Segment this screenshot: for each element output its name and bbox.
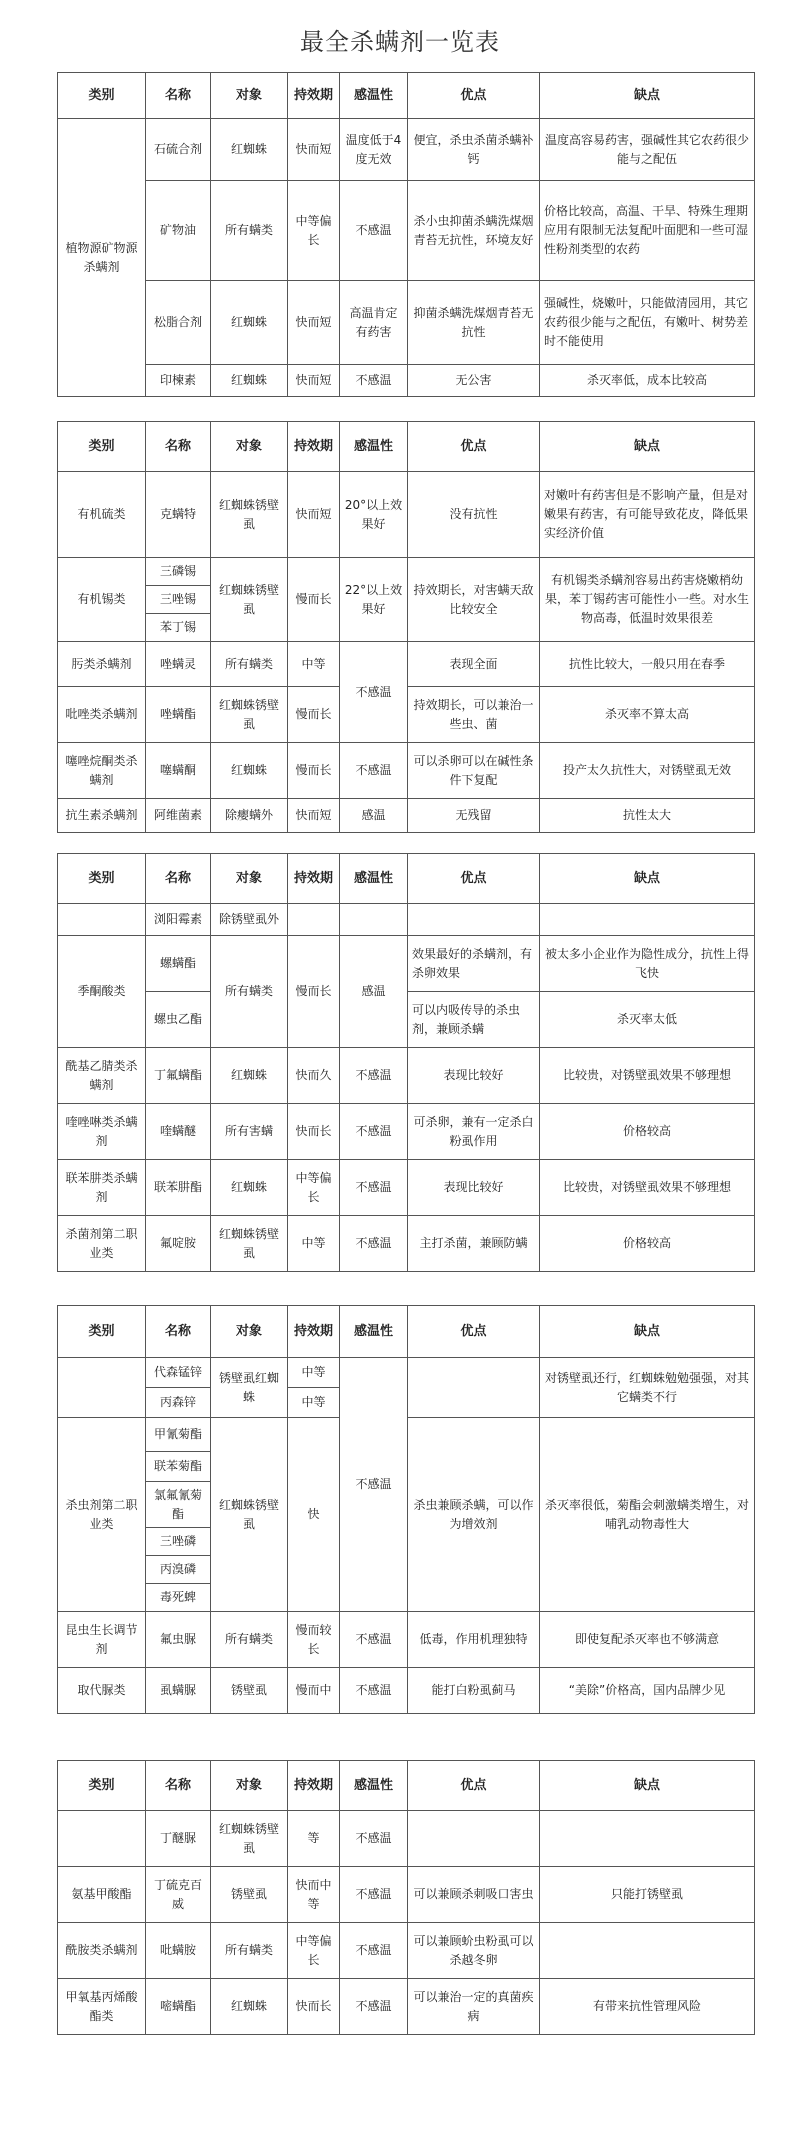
temperature-cell: 不感温 <box>340 365 408 397</box>
acaricide-table-2 <box>57 421 755 833</box>
table-header-row <box>58 422 755 472</box>
name-cell: 三唑锡 <box>146 586 211 614</box>
header-pros: 优点 <box>408 422 540 472</box>
target-cell: 红蜘蛛 <box>211 1160 288 1216</box>
acaricide-table-1 <box>57 72 755 397</box>
name-cell: 松脂合剂 <box>146 281 211 365</box>
name-cell: 联苯肼酯 <box>146 1160 211 1216</box>
cons-cell: 被太多小企业作为隐性成分，抗性上得飞快 <box>540 936 755 992</box>
pros-cell: 可以兼顾杀刺吸口害虫 <box>408 1867 540 1923</box>
target-cell: 红蜘蛛锈壁虱 <box>211 1216 288 1272</box>
duration-cell: 中等 <box>288 642 340 687</box>
category-cell: 植物源矿物源杀螨剂 <box>58 119 146 397</box>
target-cell: 所有害螨 <box>211 1104 288 1160</box>
cons-cell: 比较贵，对锈壁虱效果不够理想 <box>540 1048 755 1104</box>
table-row <box>58 365 755 397</box>
table-row <box>58 1160 755 1216</box>
table-row <box>58 558 755 586</box>
category-cell: 酰胺类杀螨剂 <box>58 1923 146 1979</box>
name-cell: 丁氟螨酯 <box>146 1048 211 1104</box>
header-category: 类别 <box>58 1306 146 1358</box>
name-cell: 丙溴磷 <box>146 1556 211 1584</box>
name-cell: 甲氰菊酯 <box>146 1418 211 1452</box>
temperature-cell: 感温 <box>340 799 408 833</box>
header-name: 名称 <box>146 1306 211 1358</box>
duration-cell: 中等 <box>288 1388 340 1418</box>
duration-cell: 中等 <box>288 1358 340 1388</box>
temperature-cell: 不感温 <box>340 1867 408 1923</box>
cons-cell: 对嫩叶有药害但是不影响产量，但是对嫩果有药害，有可能导致花皮，降低果实经济价值 <box>540 472 755 558</box>
cons-cell: 抗性太大 <box>540 799 755 833</box>
target-cell: 所有螨类 <box>211 642 288 687</box>
header-cons: 缺点 <box>540 73 755 119</box>
cons-cell <box>540 904 755 936</box>
target-cell: 红蜘蛛 <box>211 743 288 799</box>
header-pros: 优点 <box>408 73 540 119</box>
duration-cell: 慢而长 <box>288 743 340 799</box>
name-cell: 唑螨灵 <box>146 642 211 687</box>
name-cell: 三唑磷 <box>146 1528 211 1556</box>
category-cell: 肟类杀螨剂 <box>58 642 146 687</box>
table-row <box>58 1923 755 1979</box>
target-cell: 锈壁虱红蜘蛛 <box>211 1358 288 1418</box>
pros-cell <box>408 1358 540 1418</box>
cons-cell: 杀灭率太低 <box>540 992 755 1048</box>
cons-cell: 杀灭率不算太高 <box>540 687 755 743</box>
target-cell: 红蜘蛛锈壁虱 <box>211 1418 288 1612</box>
header-temperature: 感温性 <box>340 73 408 119</box>
temperature-cell: 不感温 <box>340 1979 408 2035</box>
table-row <box>58 1048 755 1104</box>
header-target: 对象 <box>211 1306 288 1358</box>
duration-cell: 中等偏长 <box>288 1160 340 1216</box>
pros-cell: 表现比较好 <box>408 1048 540 1104</box>
header-target: 对象 <box>211 854 288 904</box>
header-pros: 优点 <box>408 854 540 904</box>
table-header-row <box>58 854 755 904</box>
pros-cell: 杀小虫抑菌杀螨洗煤烟青苔无抗性，环境友好 <box>408 181 540 281</box>
page-title: 最全杀螨剂一览表 <box>300 28 500 56</box>
category-cell: 昆虫生长调节剂 <box>58 1612 146 1668</box>
header-temperature: 感温性 <box>340 1306 408 1358</box>
header-name: 名称 <box>146 73 211 119</box>
target-cell: 所有螨类 <box>211 936 288 1048</box>
cons-cell <box>540 1923 755 1979</box>
name-cell: 印楝素 <box>146 365 211 397</box>
acaricide-table-5 <box>57 1760 755 2035</box>
name-cell: 石硫合剂 <box>146 119 211 181</box>
header-cons: 缺点 <box>540 1306 755 1358</box>
cons-cell: 价格较高 <box>540 1104 755 1160</box>
header-category: 类别 <box>58 73 146 119</box>
pros-cell <box>408 1811 540 1867</box>
duration-cell: 慢而长 <box>288 936 340 1048</box>
target-cell: 锈壁虱 <box>211 1867 288 1923</box>
table-header-row <box>58 1306 755 1358</box>
target-cell: 除锈壁虱外 <box>211 904 288 936</box>
target-cell: 所有螨类 <box>211 1923 288 1979</box>
target-cell: 红蜘蛛 <box>211 1979 288 2035</box>
cons-cell: 强碱性，烧嫩叶，只能做清园用，其它农药很少能与之配伍，有嫩叶、树势差时不能使用 <box>540 281 755 365</box>
header-duration: 持效期 <box>288 1306 340 1358</box>
pros-cell: 无公害 <box>408 365 540 397</box>
header-duration: 持效期 <box>288 422 340 472</box>
table-header-row <box>58 73 755 119</box>
pros-cell: 抑菌杀螨洗煤烟青苔无抗性 <box>408 281 540 365</box>
header-duration: 持效期 <box>288 73 340 119</box>
category-cell: 季酮酸类 <box>58 936 146 1048</box>
duration-cell: 快而长 <box>288 1979 340 2035</box>
name-cell: 吡螨胺 <box>146 1923 211 1979</box>
table-row <box>58 743 755 799</box>
cons-cell: “美除”价格高，国内品牌少见 <box>540 1668 755 1714</box>
duration-cell: 中等 <box>288 1216 340 1272</box>
table-row <box>58 1104 755 1160</box>
duration-cell: 快而长 <box>288 1104 340 1160</box>
cons-cell: 即使复配杀灭率也不够满意 <box>540 1612 755 1668</box>
name-cell: 喹螨醚 <box>146 1104 211 1160</box>
pros-cell: 可以兼顾蚧虫粉虱可以杀越冬卵 <box>408 1923 540 1979</box>
name-cell: 三磷锡 <box>146 558 211 586</box>
target-cell: 红蜘蛛锈壁虱 <box>211 687 288 743</box>
name-cell: 氟啶胺 <box>146 1216 211 1272</box>
pros-cell: 没有抗性 <box>408 472 540 558</box>
pros-cell: 杀虫兼顾杀螨，可以作为增效剂 <box>408 1418 540 1612</box>
duration-cell: 快而短 <box>288 799 340 833</box>
header-pros: 优点 <box>408 1306 540 1358</box>
table-row <box>58 1811 755 1867</box>
temperature-cell: 22°以上效果好 <box>340 558 408 642</box>
table-row <box>58 904 755 936</box>
header-temperature: 感温性 <box>340 854 408 904</box>
target-cell: 除瘿螨外 <box>211 799 288 833</box>
temperature-cell: 不感温 <box>340 1048 408 1104</box>
duration-cell <box>288 904 340 936</box>
target-cell: 红蜘蛛 <box>211 365 288 397</box>
category-cell: 有机硫类 <box>58 472 146 558</box>
cons-cell: 投产太久抗性大，对锈壁虱无效 <box>540 743 755 799</box>
temperature-cell: 20°以上效果好 <box>340 472 408 558</box>
category-cell: 喹唑啉类杀螨剂 <box>58 1104 146 1160</box>
temperature-cell: 不感温 <box>340 1811 408 1867</box>
pros-cell: 效果最好的杀螨剂，有杀卵效果 <box>408 936 540 992</box>
table-row <box>58 642 755 687</box>
pros-cell: 表现全面 <box>408 642 540 687</box>
pros-cell: 持效期长，对害螨天敌比较安全 <box>408 558 540 642</box>
temperature-cell <box>340 904 408 936</box>
duration-cell: 等 <box>288 1811 340 1867</box>
duration-cell: 快而久 <box>288 1048 340 1104</box>
header-cons: 缺点 <box>540 854 755 904</box>
header-cons: 缺点 <box>540 1761 755 1811</box>
header-category: 类别 <box>58 854 146 904</box>
name-cell: 螺螨酯 <box>146 936 211 992</box>
pros-cell: 便宜，杀虫杀菌杀螨补钙 <box>408 119 540 181</box>
table-row <box>58 1612 755 1668</box>
header-duration: 持效期 <box>288 1761 340 1811</box>
header-category: 类别 <box>58 1761 146 1811</box>
target-cell: 红蜘蛛锈壁虱 <box>211 558 288 642</box>
target-cell: 红蜘蛛锈壁虱 <box>211 472 288 558</box>
table-header-row <box>58 1761 755 1811</box>
name-cell: 嘧螨酯 <box>146 1979 211 2035</box>
acaricide-table-3 <box>57 853 755 1272</box>
name-cell: 氟虫脲 <box>146 1612 211 1668</box>
header-cons: 缺点 <box>540 422 755 472</box>
temperature-cell: 温度低于4度无效 <box>340 119 408 181</box>
pros-cell: 可杀卵，兼有一定杀白粉虱作用 <box>408 1104 540 1160</box>
duration-cell: 快而短 <box>288 119 340 181</box>
temperature-cell: 不感温 <box>340 1216 408 1272</box>
cons-cell: 对锈壁虱还行，红蜘蛛勉勉强强，对其它螨类不行 <box>540 1358 755 1418</box>
cons-cell: 温度高容易药害，强碱性其它农药很少能与之配伍 <box>540 119 755 181</box>
category-cell: 酰基乙腈类杀螨剂 <box>58 1048 146 1104</box>
category-cell: 杀菌剂第二职业类 <box>58 1216 146 1272</box>
pros-cell: 无残留 <box>408 799 540 833</box>
category-cell <box>58 1358 146 1418</box>
temperature-cell: 不感温 <box>340 1668 408 1714</box>
duration-cell: 快而短 <box>288 472 340 558</box>
acaricide-table-4 <box>57 1305 755 1714</box>
name-cell: 丁醚脲 <box>146 1811 211 1867</box>
category-cell <box>58 904 146 936</box>
temperature-cell: 感温 <box>340 936 408 1048</box>
name-cell: 联苯菊酯 <box>146 1452 211 1482</box>
target-cell: 红蜘蛛 <box>211 1048 288 1104</box>
table-row <box>58 281 755 365</box>
header-target: 对象 <box>211 422 288 472</box>
temperature-cell: 不感温 <box>340 1160 408 1216</box>
duration-cell: 中等偏长 <box>288 1923 340 1979</box>
header-name: 名称 <box>146 422 211 472</box>
pros-cell: 可以兼治一定的真菌疾病 <box>408 1979 540 2035</box>
duration-cell: 快而短 <box>288 365 340 397</box>
pros-cell: 可以杀卵可以在碱性条件下复配 <box>408 743 540 799</box>
duration-cell: 慢而较长 <box>288 1612 340 1668</box>
name-cell: 克螨特 <box>146 472 211 558</box>
category-cell <box>58 1811 146 1867</box>
cons-cell: 有机锡类杀螨剂容易出药害烧嫩梢幼果，苯丁锡药害可能性小一些。对水生物高毒，低温时效果很差 <box>540 558 755 642</box>
table-row <box>58 119 755 181</box>
temperature-cell: 不感温 <box>340 181 408 281</box>
target-cell: 所有螨类 <box>211 181 288 281</box>
name-cell: 阿维菌素 <box>146 799 211 833</box>
header-name: 名称 <box>146 854 211 904</box>
pros-cell: 持效期长，可以兼治一些虫、菌 <box>408 687 540 743</box>
temperature-cell: 高温肯定有药害 <box>340 281 408 365</box>
table-row <box>58 1979 755 2035</box>
temperature-cell: 不感温 <box>340 1612 408 1668</box>
table-row <box>58 1216 755 1272</box>
table-row <box>58 936 755 992</box>
duration-cell: 快 <box>288 1418 340 1612</box>
cons-cell: 比较贵，对锈壁虱效果不够理想 <box>540 1160 755 1216</box>
name-cell: 噻螨酮 <box>146 743 211 799</box>
pros-cell: 低毒，作用机理独特 <box>408 1612 540 1668</box>
header-target: 对象 <box>211 1761 288 1811</box>
cons-cell: 杀灭率很低，菊酯会刺激螨类增生，对哺乳动物毒性大 <box>540 1418 755 1612</box>
target-cell: 红蜘蛛锈壁虱 <box>211 1811 288 1867</box>
temperature-cell: 不感温 <box>340 1358 408 1612</box>
duration-cell: 慢而中 <box>288 1668 340 1714</box>
category-cell: 氨基甲酸酯 <box>58 1867 146 1923</box>
temperature-cell: 不感温 <box>340 642 408 743</box>
header-category: 类别 <box>58 422 146 472</box>
pros-cell: 主打杀菌，兼顾防螨 <box>408 1216 540 1272</box>
name-cell: 代森锰锌 <box>146 1358 211 1388</box>
table-row <box>58 181 755 281</box>
category-cell: 联苯肼类杀螨剂 <box>58 1160 146 1216</box>
pros-cell: 能打白粉虱蓟马 <box>408 1668 540 1714</box>
category-cell: 甲氧基丙烯酸酯类 <box>58 1979 146 2035</box>
cons-cell: 价格较高 <box>540 1216 755 1272</box>
header-target: 对象 <box>211 73 288 119</box>
duration-cell: 慢而长 <box>288 687 340 743</box>
target-cell: 红蜘蛛 <box>211 119 288 181</box>
header-name: 名称 <box>146 1761 211 1811</box>
category-cell: 抗生素杀螨剂 <box>58 799 146 833</box>
header-pros: 优点 <box>408 1761 540 1811</box>
table-row <box>58 1358 755 1388</box>
header-duration: 持效期 <box>288 854 340 904</box>
target-cell: 所有螨类 <box>211 1612 288 1668</box>
cons-cell: 杀灭率低，成本比较高 <box>540 365 755 397</box>
table-row <box>58 472 755 558</box>
category-cell: 吡唑类杀螨剂 <box>58 687 146 743</box>
cons-cell: 只能打锈壁虱 <box>540 1867 755 1923</box>
target-cell: 红蜘蛛 <box>211 281 288 365</box>
header-temperature: 感温性 <box>340 1761 408 1811</box>
cons-cell: 价格比较高，高温、干旱、特殊生理期应用有限制无法复配叶面肥和一些可湿性粉剂类型的农药 <box>540 181 755 281</box>
name-cell: 丙森锌 <box>146 1388 211 1418</box>
category-cell: 杀虫剂第二职业类 <box>58 1418 146 1612</box>
table-row <box>58 1668 755 1714</box>
name-cell: 唑螨酯 <box>146 687 211 743</box>
duration-cell: 快而短 <box>288 281 340 365</box>
name-cell: 丁硫克百威 <box>146 1867 211 1923</box>
name-cell: 毒死蜱 <box>146 1584 211 1612</box>
target-cell: 锈壁虱 <box>211 1668 288 1714</box>
name-cell: 浏阳霉素 <box>146 904 211 936</box>
category-cell: 噻唑烷酮类杀螨剂 <box>58 743 146 799</box>
category-cell: 取代脲类 <box>58 1668 146 1714</box>
name-cell: 氯氟氰菊酯 <box>146 1482 211 1528</box>
pros-cell: 表现比较好 <box>408 1160 540 1216</box>
duration-cell: 快而中等 <box>288 1867 340 1923</box>
temperature-cell: 不感温 <box>340 743 408 799</box>
temperature-cell: 不感温 <box>340 1104 408 1160</box>
table-row <box>58 799 755 833</box>
temperature-cell: 不感温 <box>340 1923 408 1979</box>
name-cell: 虱螨脲 <box>146 1668 211 1714</box>
cons-cell: 抗性比较大，一般只用在春季 <box>540 642 755 687</box>
category-cell: 有机锡类 <box>58 558 146 642</box>
name-cell: 苯丁锡 <box>146 614 211 642</box>
header-temperature: 感温性 <box>340 422 408 472</box>
pros-cell: 可以内吸传导的杀虫剂，兼顾杀螨 <box>408 992 540 1048</box>
cons-cell: 有带来抗性管理风险 <box>540 1979 755 2035</box>
duration-cell: 慢而长 <box>288 558 340 642</box>
name-cell: 螺虫乙酯 <box>146 992 211 1048</box>
pros-cell <box>408 904 540 936</box>
duration-cell: 中等偏长 <box>288 181 340 281</box>
table-row <box>58 1867 755 1923</box>
cons-cell <box>540 1811 755 1867</box>
name-cell: 矿物油 <box>146 181 211 281</box>
